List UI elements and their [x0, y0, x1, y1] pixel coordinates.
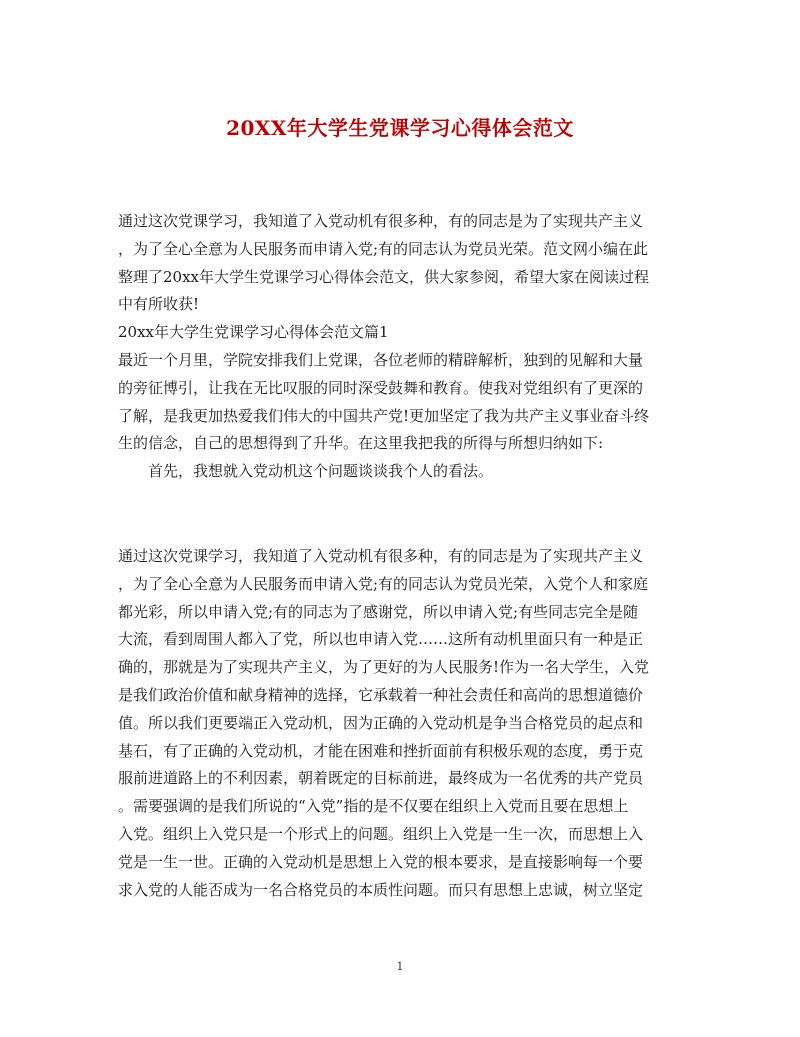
text-line: 最近一个月里，学院安排我们上党课，各位老师的精辟解析，独到的见解和大量	[118, 350, 644, 369]
text-line: 。需要强调的是我们所说的“入党”指的是不仅要在组织上入党而且要在思想上	[118, 797, 629, 816]
text-line: 中有所收获!	[118, 295, 200, 314]
section-heading: 20xx年大学生党课学习心得体会范文篇1	[118, 323, 389, 342]
text-line-indented: 首先，我想就入党动机这个问题谈谈我个人的看法。	[148, 462, 494, 481]
text-line: 求入党的人能否成为一名合格党员的本质性问题。而只有思想上忠诚，树立坚定	[118, 880, 644, 899]
text-line: 值。所以我们更要端正入党动机，因为正确的入党动机是争当合格党员的起点和	[118, 713, 644, 732]
page-title: 20XX年大学生党课学习心得体会范文	[226, 116, 574, 140]
page-number: 1	[396, 960, 404, 973]
text-line: ，为了全心全意为人民服务而申请入党;有的同志认为党员光荣。范文网小编在此	[118, 239, 649, 258]
text-line: 了解，是我更加热爱我们伟大的中国共产党!更加坚定了我为共产主义事业奋斗终	[118, 406, 650, 425]
text-line: 整理了20xx年大学生党课学习心得体会范文，供大家参阅，希望大家在阅读过程	[118, 267, 650, 286]
text-line: 大流，看到周围人都入了党，所以也申请入党……这所有动机里面只有一种是正	[118, 630, 644, 649]
text-line: 确的，那就是为了实现共产主义，为了更好的为人民服务!作为一名大学生，入党	[118, 658, 650, 677]
text-line: 通过这次党课学习，我知道了入党动机有很多种，有的同志是为了实现共产主义	[118, 547, 644, 565]
text-line: 都光彩，所以申请入党;有的同志为了感谢党，所以申请入党;有些同志完全是随	[118, 602, 639, 621]
text-line: 基石，有了正确的入党动机，才能在困难和挫折面前有积极乐观的态度，勇于克	[118, 741, 644, 760]
text-line: 通过这次党课学习，我知道了入党动机有很多种，有的同志是为了实现共产主义	[118, 212, 644, 230]
paragraph-block-1	[118, 208, 678, 486]
text-line: 服前进道路上的不利因素，朝着既定的目标前进，最终成为一名优秀的共产党员	[118, 769, 644, 788]
text-line: 是我们政治价值和献身精神的选择，它承载着一种社会责任和高尚的思想道德价	[118, 685, 644, 704]
text-line: 入党。组织上入党只是一个形式上的问题。组织上入党是一生一次，而思想上入	[118, 824, 644, 843]
text-line: 的旁征博引，让我在无比叹服的同时深受鼓舞和教育。使我对党组织有了更深的	[118, 378, 644, 397]
text-line: 党是一生一世。正确的入党动机是思想上入党的根本要求，是直接影响每一个要	[118, 852, 644, 871]
paragraph-block-2	[118, 543, 678, 904]
text-line: ，为了全心全意为人民服务而申请入党;有的同志认为党员光荣，入党个人和家庭	[118, 574, 649, 593]
text-line: 生的信念，自己的思想得到了升华。在这里我把我的所得与所想归纳如下:	[118, 434, 604, 453]
